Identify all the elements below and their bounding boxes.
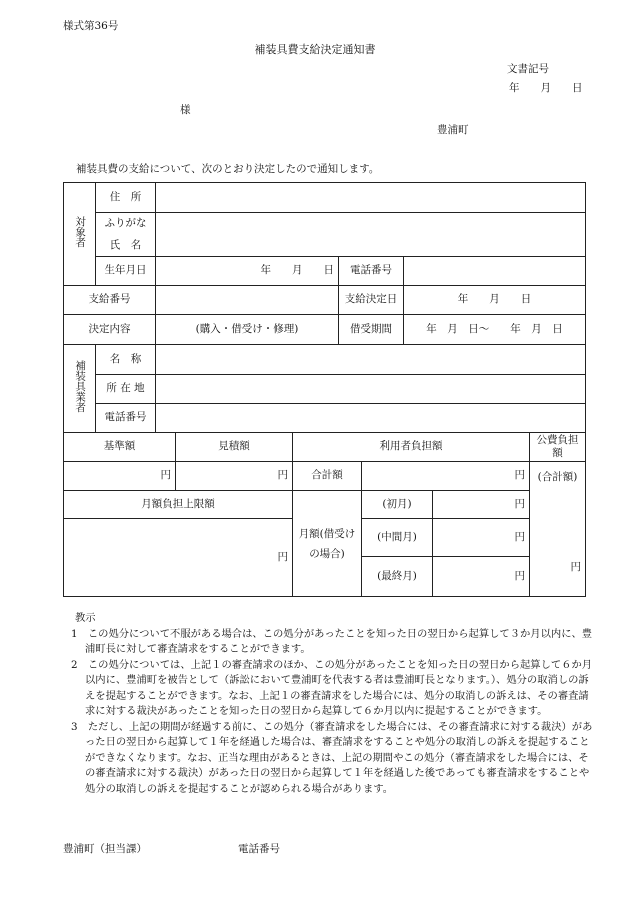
monthly-cap-field[interactable]: 円: [64, 519, 293, 597]
form-number: 様式第36号: [63, 20, 119, 32]
first-month-label: (初月): [362, 491, 433, 519]
base-amount-field[interactable]: 円: [64, 462, 176, 491]
address-field[interactable]: [156, 183, 586, 213]
vendor-location-field[interactable]: [156, 375, 586, 404]
vendor-group-label: 補装具業者: [64, 345, 96, 433]
vendor-phone-label: 電話番号: [96, 404, 156, 433]
decision-date-label: 支給決定日: [339, 286, 404, 315]
monthly-cap-label: 月額負担上限額: [64, 491, 293, 519]
last-month-field[interactable]: 円: [433, 557, 530, 597]
intro-text: 補装具費の支給について、次のとおり決定したので通知します。: [76, 163, 380, 175]
notes-heading: 教示: [75, 612, 96, 624]
public-share-field[interactable]: (合計額) 円: [530, 462, 586, 597]
office-label: 豊浦町（担当課）: [63, 843, 147, 855]
page-title: 補装具費支給決定通知書: [254, 43, 376, 56]
address-label: 住 所: [96, 183, 156, 213]
lease-period-field[interactable]: 年 月 日～ 年 月 日: [404, 315, 586, 345]
notes-item: 2 この処分については、上記１の審査請求のほか、この処分があったことを知った日の翌日から起算して６か月以内に、豊浦町を被告として（訴訟において豊浦町を代表する者は豊浦町長となります。）、処分の取消しの訴えを提起することができます。なお、上記１の審査請求をした場合には、処分の取消しの訴えは、その審査請求に対する裁決があったことを知った日の翌日から起算して６か月以内に提起することができます。: [71, 658, 593, 717]
first-month-field[interactable]: 円: [433, 491, 530, 519]
vendor-location-label: 所 在 地: [96, 375, 156, 404]
recipient-suffix: 様: [180, 104, 191, 116]
vendor-phone-field[interactable]: [156, 404, 586, 433]
public-share-label: 公費負担額: [530, 433, 586, 462]
date-line: 年 月 日: [509, 82, 583, 94]
estimate-label: 見積額: [176, 433, 293, 462]
notes-item: 1 この処分について不服がある場合は、この処分があったことを知った日の翌日から起算して３か月以内に、豊浦町長に対して審査請求をすることができます。: [71, 627, 593, 655]
name-field[interactable]: [156, 213, 586, 257]
payment-number-field[interactable]: [156, 286, 339, 315]
footer-phone-label: 電話番号: [238, 843, 280, 855]
subject-group-label: 対象者: [64, 183, 96, 286]
name-label: ふりがな 氏 名: [96, 213, 156, 257]
decision-content-field[interactable]: (購入・借受け・修理): [156, 315, 339, 345]
doc-number-label: 文書記号: [507, 63, 549, 75]
issuer-name: 豊浦町: [437, 124, 469, 136]
middle-month-field[interactable]: 円: [433, 519, 530, 557]
user-total-field[interactable]: 円: [362, 462, 530, 491]
decision-date-field[interactable]: 年 月 日: [404, 286, 586, 315]
decision-content-label: 決定内容: [64, 315, 156, 345]
monthly-lease-label: 月額(借受けの場合): [293, 491, 362, 597]
estimate-field[interactable]: 円: [176, 462, 293, 491]
lease-period-label: 借受期間: [339, 315, 404, 345]
notes-item: 3 ただし、上記の期間が経過する前に、この処分（審査請求をした場合には、その審査請求に対する裁決）があった日の翌日から起算して１年を経過した場合は、審査請求をすることや処分の取消しの訴えを提起することができなくなります。なお、正当な理由があるときは、上記の期間やこの処分（審査請求をした場合には、その審査請求に対する裁決）があった日の翌日から起算して１年を経過した後であっても審査請求をすることや処分の取消しの訴えを提起することが認められる場合があります。: [71, 720, 593, 795]
base-amount-label: 基準額: [64, 433, 176, 462]
birthdate-label: 生年月日: [96, 257, 156, 286]
payment-number-label: 支給番号: [64, 286, 156, 315]
appeal-notes: [63, 611, 593, 797]
subject-phone-label: 電話番号: [339, 257, 404, 286]
subject-phone-field[interactable]: [404, 257, 586, 286]
decision-form-table: [63, 182, 586, 597]
vendor-name-field[interactable]: [156, 345, 586, 375]
user-total-label: 合計額: [293, 462, 362, 491]
user-share-label: 利用者負担額: [293, 433, 530, 462]
vendor-name-label: 名 称: [96, 345, 156, 375]
birthdate-field[interactable]: 年 月 日: [156, 257, 339, 286]
middle-month-label: (中間月): [362, 519, 433, 557]
last-month-label: (最終月): [362, 557, 433, 597]
